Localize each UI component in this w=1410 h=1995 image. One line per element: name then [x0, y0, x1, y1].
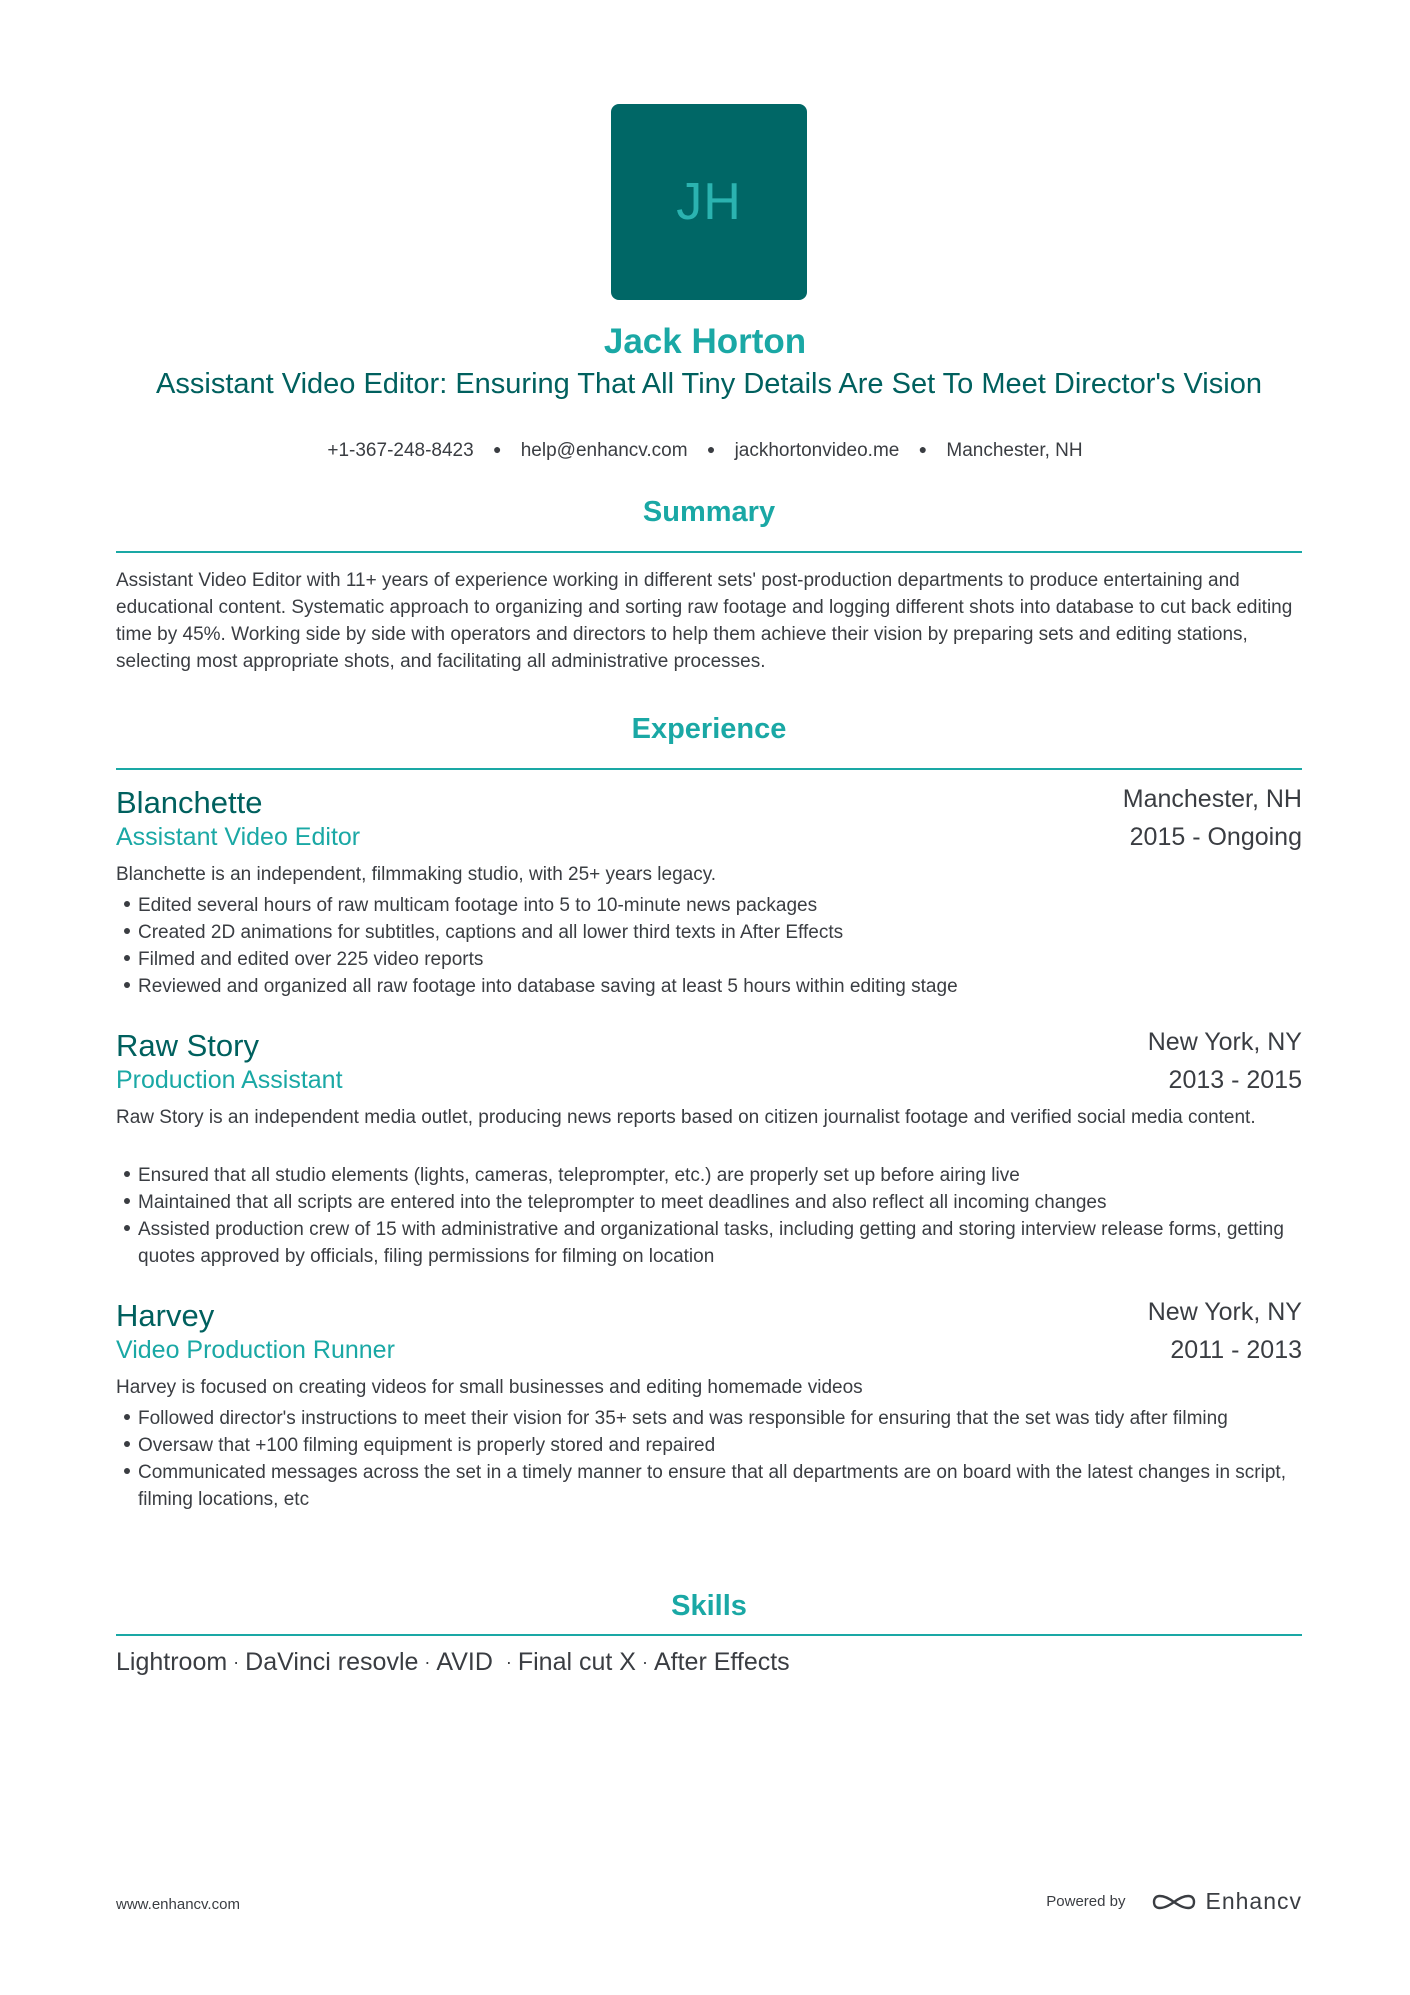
email[interactable]: help@enhancv.com	[520, 440, 688, 461]
website[interactable]: jackhortonvideo.me	[734, 440, 900, 461]
skills-divider	[116, 1634, 1302, 1636]
company-name: Harvey	[116, 1298, 215, 1333]
job-role: Video Production Runner	[116, 1336, 395, 1364]
job-dates: 2011 - 2013	[1170, 1336, 1302, 1364]
footer-website[interactable]: www.enhancv.com	[116, 1896, 240, 1913]
job-dates: 2013 - 2015	[1168, 1066, 1302, 1094]
job-location: New York, NY	[1147, 1298, 1302, 1326]
company-description: Raw Story is an independent media outlet, producing news reports based on citizen journalist footage and verified social media content.	[116, 1107, 1256, 1128]
skill-item: Lightroom	[116, 1648, 228, 1676]
location: Manchester, NH	[946, 440, 1083, 461]
list-item: Followed director's instructions to meet their vision for 35+ sets and was responsible for ensuring that the set was tidy after filming	[116, 1405, 1302, 1432]
list-item: Filmed and edited over 225 video reports	[116, 946, 1302, 973]
summary-divider	[116, 551, 1302, 553]
separator-dot: ●	[492, 441, 502, 457]
avatar-initials: JH	[676, 173, 742, 231]
separator-dot: ·	[505, 1652, 512, 1672]
job-role: Assistant Video Editor	[116, 823, 361, 851]
skill-item: DaVinci resovle	[245, 1648, 419, 1676]
list-item: Oversaw that +100 filming equipment is properly stored and repaired	[116, 1432, 1302, 1459]
separator-dot: ·	[641, 1652, 648, 1672]
company-name: Raw Story	[116, 1028, 259, 1063]
separator-dot: ●	[918, 441, 928, 457]
skill-item: After Effects	[653, 1648, 790, 1676]
job-bullets	[116, 1405, 1302, 1513]
separator-dot: ·	[424, 1652, 431, 1672]
experience-title: Experience	[631, 713, 787, 745]
list-item: Maintained that all scripts are entered into the teleprompter to meet deadlines and also reflect all incoming changes	[116, 1189, 1302, 1216]
powered-by-label: Powered by	[1046, 1893, 1126, 1910]
summary-title: Summary	[642, 496, 776, 528]
footer-branding	[1046, 1888, 1302, 1915]
summary-text: Assistant Video Editor with 11+ years of experience working in different sets' post-production departments to produce entertaining and educational content. Systematic approach to organizing and sorting raw footage and logging different shots into database to cut back editing time by 45%. Working side by side with operators and directors to help them achieve their vision by preparing sets and editing stations, selecting most appropriate shots, and facilitating all administrative processes.	[116, 570, 1293, 672]
job-bullets	[116, 892, 1302, 1000]
separator-dot: ●	[706, 441, 716, 457]
skills-list	[116, 1648, 1302, 1677]
job-role: Production Assistant	[116, 1066, 343, 1094]
list-item: Reviewed and organized all raw footage into database saving at least 5 hours within editing stage	[116, 973, 1302, 1000]
skill-item: Final cut X	[517, 1648, 636, 1676]
skills-title: Skills	[671, 1590, 747, 1622]
enhancv-logo-icon	[1151, 1889, 1197, 1915]
list-item: Created 2D animations for subtitles, captions and all lower third texts in After Effects	[116, 919, 1302, 946]
avatar	[611, 104, 807, 300]
separator-dot: ·	[233, 1652, 240, 1672]
candidate-name: Jack Horton	[603, 322, 807, 361]
list-item: Ensured that all studio elements (lights, cameras, teleprompter, etc.) are properly set up before airing live	[116, 1162, 1302, 1189]
contact-line	[0, 440, 1410, 462]
job-dates: 2015 - Ongoing	[1129, 823, 1302, 851]
company-description: Harvey is focused on creating videos for small businesses and editing homemade videos	[116, 1377, 863, 1398]
list-item: Communicated messages across the set in a timely manner to ensure that all departments are on board with the latest changes in script, filming locations, etc	[116, 1459, 1302, 1513]
brand-name: Enhancv	[1205, 1888, 1302, 1914]
experience-divider	[116, 768, 1302, 770]
job-location: New York, NY	[1147, 1028, 1302, 1056]
list-item: Assisted production crew of 15 with administrative and organizational tasks, including getting and storing interview release forms, getting quotes approved by officials, filing permissions for filming on location	[116, 1216, 1302, 1270]
candidate-headline: Assistant Video Editor: Ensuring That All Tiny Details Are Set To Meet Director's Vision	[156, 368, 1262, 400]
phone[interactable]: +1-367-248-8423	[327, 440, 474, 461]
job-location: Manchester, NH	[1122, 785, 1302, 813]
job-bullets	[116, 1162, 1302, 1270]
skill-item: AVID	[436, 1648, 500, 1676]
list-item: Edited several hours of raw multicam footage into 5 to 10-minute news packages	[116, 892, 1302, 919]
company-name: Blanchette	[116, 785, 263, 820]
company-description: Blanchette is an independent, filmmaking studio, with 25+ years legacy.	[116, 864, 717, 885]
